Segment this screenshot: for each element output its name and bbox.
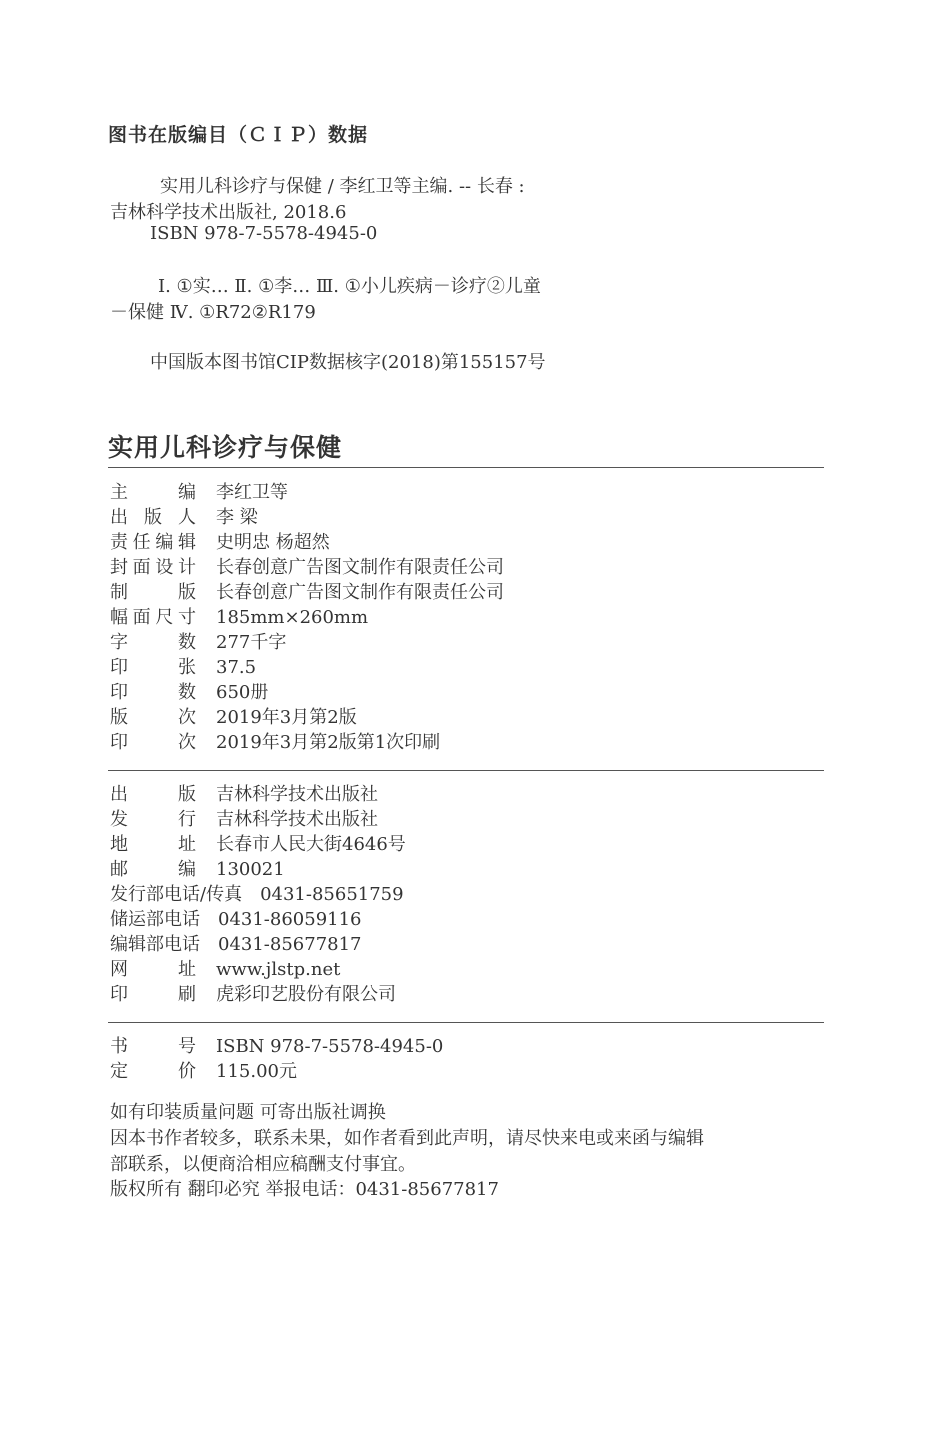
credit-key: 责任编辑	[110, 532, 196, 553]
divider-3	[108, 1022, 824, 1023]
credit-key: 幅面尺寸	[110, 607, 196, 628]
cip-line-4: Ⅰ. ①实… Ⅱ. ①李… Ⅲ. ①小儿疾病－诊疗②儿童	[158, 276, 541, 297]
credit-value: 史明忠 杨超然	[216, 532, 330, 553]
publisher-value: 虎彩印艺股份有限公司	[216, 984, 396, 1005]
pricing-key: 书号	[110, 1036, 196, 1057]
pricing-value: ISBN 978-7-5578-4945-0	[216, 1036, 444, 1057]
publisher-row	[110, 832, 406, 857]
credit-row	[110, 505, 258, 530]
note-line-3: 部联系，以便商洽相应稿酬支付事宜。	[110, 1154, 416, 1175]
credit-key: 制版	[110, 582, 196, 603]
credit-value: 长春创意广告图文制作有限责任公司	[216, 582, 504, 603]
publisher-key: 网址	[110, 959, 196, 980]
publisher-row	[110, 882, 404, 907]
credit-key: 印张	[110, 657, 196, 678]
cip-line-5: －保健 Ⅳ. ①R72②R179	[110, 302, 316, 323]
publisher-row	[110, 982, 396, 1007]
publisher-value: 130021	[216, 859, 285, 880]
credit-row	[110, 730, 440, 755]
publisher-row	[110, 807, 378, 832]
publisher-value: 吉林科学技术出版社	[216, 809, 378, 830]
book-title: 实用儿科诊疗与保健	[108, 433, 343, 462]
publisher-row	[110, 907, 362, 932]
credit-value: 37.5	[216, 657, 257, 678]
note-line-1: 如有印装质量问题 可寄出版社调换	[110, 1102, 386, 1123]
credit-row	[110, 705, 357, 730]
credit-row	[110, 555, 504, 580]
divider-2	[108, 770, 824, 771]
credit-row	[110, 655, 256, 680]
credit-row	[110, 580, 504, 605]
note-line-2: 因本书作者较多，联系未果，如作者看到此声明，请尽快来电或来函与编辑	[110, 1128, 704, 1149]
pricing-key: 定价	[110, 1061, 196, 1082]
cip-line-2: 吉林科学技术出版社, 2018.6	[110, 202, 347, 223]
cip-line-6: 中国版本图书馆CIP数据核字(2018)第155157号	[150, 352, 546, 373]
credit-row	[110, 480, 288, 505]
credit-value: 650册	[216, 682, 269, 703]
publisher-key: 编辑部电话	[110, 934, 200, 955]
publisher-row	[110, 782, 378, 807]
credit-key: 主编	[110, 482, 196, 503]
publisher-value: 吉林科学技术出版社	[216, 784, 378, 805]
pricing-value: 115.00元	[216, 1061, 297, 1082]
note-line-4: 版权所有 翻印必究 举报电话：0431-85677817	[110, 1179, 499, 1200]
pricing-row	[110, 1059, 297, 1084]
cip-line-1: 实用儿科诊疗与保健 / 李红卫等主编. -- 长春 :	[160, 176, 525, 197]
publisher-key: 储运部电话	[110, 909, 200, 930]
publisher-value: 长春市人民大街4646号	[216, 834, 406, 855]
publisher-key: 发行部电话/传真	[110, 884, 243, 905]
pricing-row	[110, 1034, 443, 1059]
publisher-key: 发行	[110, 809, 196, 830]
credit-value: 185mm×260mm	[216, 607, 369, 628]
credit-value: 2019年3月第2版第1次印刷	[216, 732, 441, 753]
credit-value: 2019年3月第2版	[216, 707, 357, 728]
credit-row	[110, 680, 268, 705]
credit-row	[110, 605, 368, 630]
divider-1	[108, 467, 824, 468]
publisher-value: 0431-86059116	[218, 909, 362, 930]
credit-key: 印次	[110, 732, 196, 753]
credit-key: 字数	[110, 632, 196, 653]
publisher-row	[110, 857, 285, 882]
credit-value: 李 梁	[216, 507, 258, 528]
publisher-key: 印刷	[110, 984, 196, 1005]
publisher-value: 0431-85651759	[260, 884, 404, 905]
cip-line-3: ISBN 978-7-5578-4945-0	[150, 223, 378, 244]
credit-row	[110, 530, 330, 555]
publisher-value: www.jlstp.net	[216, 959, 341, 980]
credit-row	[110, 630, 286, 655]
credit-key: 版次	[110, 707, 196, 728]
publisher-key: 地址	[110, 834, 196, 855]
publisher-key: 邮编	[110, 859, 196, 880]
publisher-value: 0431-85677817	[218, 934, 362, 955]
credit-value: 李红卫等	[216, 482, 288, 503]
publisher-row	[110, 957, 340, 982]
credit-value: 277千字	[216, 632, 287, 653]
credit-key: 封面设计	[110, 557, 196, 578]
credit-key: 印数	[110, 682, 196, 703]
credit-key: 出版人	[110, 507, 196, 528]
publisher-key: 出版	[110, 784, 196, 805]
cip-heading: 图书在版编目（ＣＩＰ）数据	[108, 124, 369, 146]
publisher-row	[110, 932, 362, 957]
credit-value: 长春创意广告图文制作有限责任公司	[216, 557, 504, 578]
